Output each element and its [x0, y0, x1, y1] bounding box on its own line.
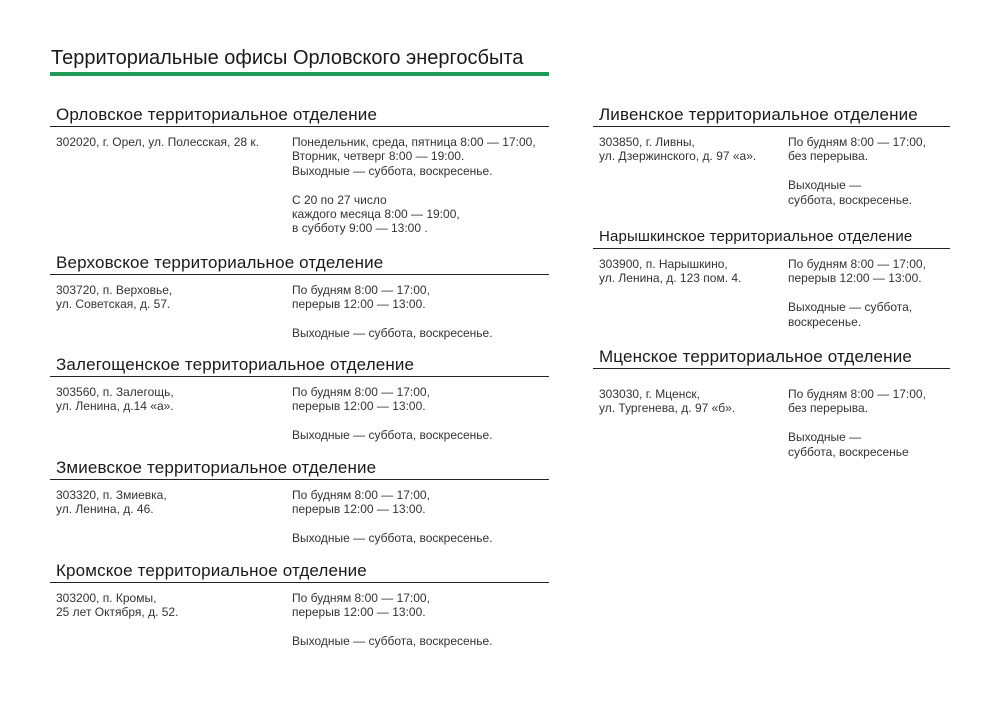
- address-line: ул. Ленина, д. 123 пом. 4.: [599, 271, 742, 286]
- office-hours: [292, 488, 493, 546]
- hours-line: в субботу 9:00 — 13:00 .: [292, 221, 428, 236]
- hours-line: Выходные —: [788, 178, 862, 193]
- office-address: [56, 385, 292, 443]
- hours-line: Выходные — суббота, воскресенье.: [292, 531, 493, 546]
- office-zmievka: [50, 457, 549, 546]
- office-mtsensk: [593, 346, 950, 459]
- title-accent-rule: [50, 72, 549, 76]
- address-line: 302020, г. Орел, ул. Полесская, 28 к.: [56, 135, 259, 149]
- office-name: Мценское территориальное отделение: [593, 346, 950, 369]
- office-hours: [292, 591, 493, 649]
- office-hours: [788, 257, 926, 329]
- office-hours: [292, 283, 493, 341]
- office-orel: [50, 104, 549, 236]
- address-line: ул. Ленина, д. 46.: [56, 502, 154, 517]
- address-line: ул. Ленина, д.14 «а».: [56, 399, 174, 414]
- address-line: 25 лет Октября, д. 52.: [56, 605, 179, 620]
- hours-line: По будням 8:00 — 17:00,: [292, 591, 430, 605]
- office-zalegoshch: [50, 354, 549, 443]
- address-line: 303850, г. Ливны,: [599, 135, 695, 149]
- hours-line: перерыв 12:00 — 13:00.: [788, 271, 922, 286]
- page-title: Территориальные офисы Орловского энергосбыта: [51, 47, 524, 69]
- hours-line: По будням 8:00 — 17:00,: [292, 283, 430, 297]
- hours-line: воскресенье.: [788, 314, 862, 329]
- hours-line: перерыв 12:00 — 13:00.: [292, 399, 426, 414]
- hours-line: суббота, воскресенье.: [788, 192, 913, 207]
- address-line: ул. Тургенева, д. 97 «б».: [599, 401, 736, 416]
- hours-line: каждого месяца 8:00 — 19:00,: [292, 207, 460, 222]
- hours-line: По будням 8:00 — 17:00,: [788, 387, 926, 401]
- office-name: Ливенское территориальное отделение: [593, 104, 950, 127]
- hours-line: перерыв 12:00 — 13:00.: [292, 605, 426, 620]
- office-name: Нарышкинское территориальное отделение: [593, 226, 950, 249]
- hours-line: С 20 по 27 число: [292, 192, 387, 207]
- hours-line: Выходные — суббота,: [788, 300, 913, 315]
- office-name: Верховское территориальное отделение: [50, 252, 549, 275]
- office-livny: [593, 104, 950, 207]
- office-hours: [292, 135, 536, 236]
- office-address: [56, 591, 292, 649]
- hours-line: По будням 8:00 — 17:00,: [292, 488, 430, 502]
- office-kromy: [50, 560, 549, 649]
- hours-line: суббота, воскресенье: [788, 444, 909, 459]
- office-name: Залегощенское территориальное отделение: [50, 354, 549, 377]
- office-address: [599, 257, 788, 329]
- address-line: 303200, п. Кромы,: [56, 591, 157, 605]
- office-address: [56, 135, 292, 236]
- office-address: [599, 387, 788, 459]
- address-line: 303320, п. Змиевка,: [56, 488, 167, 502]
- office-address: [56, 283, 292, 341]
- hours-line: Вторник, четверг 8:00 — 19:00.: [292, 149, 465, 164]
- address-line: ул. Дзержинского, д. 97 «а».: [599, 149, 757, 164]
- hours-line: Выходные — суббота, воскресенье.: [292, 326, 493, 341]
- office-name: Орловское территориальное отделение: [50, 104, 549, 127]
- office-name: Змиевское территориальное отделение: [50, 457, 549, 480]
- address-line: 303900, п. Нарышкино,: [599, 257, 728, 271]
- office-address: [56, 488, 292, 546]
- address-line: 303720, п. Верховье,: [56, 283, 173, 297]
- office-naryshkino: [593, 226, 950, 329]
- address-line: ул. Советская, д. 57.: [56, 297, 171, 312]
- hours-line: без перерыва.: [788, 401, 869, 416]
- address-line: 303560, п. Залегощь,: [56, 385, 174, 399]
- hours-line: По будням 8:00 — 17:00,: [788, 257, 926, 271]
- hours-line: По будням 8:00 — 17:00,: [292, 385, 430, 399]
- hours-line: Выходные — суббота, воскресенье.: [292, 634, 493, 649]
- hours-line: перерыв 12:00 — 13:00.: [292, 502, 426, 517]
- hours-line: без перерыва.: [788, 149, 869, 164]
- hours-line: Выходные — суббота, воскресенье.: [292, 428, 493, 443]
- office-hours: [292, 385, 493, 443]
- office-hours: [788, 135, 926, 207]
- address-line: 303030, г. Мценск,: [599, 387, 700, 401]
- hours-line: перерыв 12:00 — 13:00.: [292, 297, 426, 312]
- office-verkhovye: [50, 252, 549, 341]
- hours-line: Понедельник, среда, пятница 8:00 — 17:00,: [292, 135, 536, 149]
- office-hours: [788, 387, 926, 459]
- office-name: Кромское территориальное отделение: [50, 560, 549, 583]
- hours-line: Выходные —: [788, 430, 862, 445]
- office-address: [599, 135, 788, 207]
- hours-line: По будням 8:00 — 17:00,: [788, 135, 926, 149]
- hours-line: Выходные — суббота, воскресенье.: [292, 163, 493, 178]
